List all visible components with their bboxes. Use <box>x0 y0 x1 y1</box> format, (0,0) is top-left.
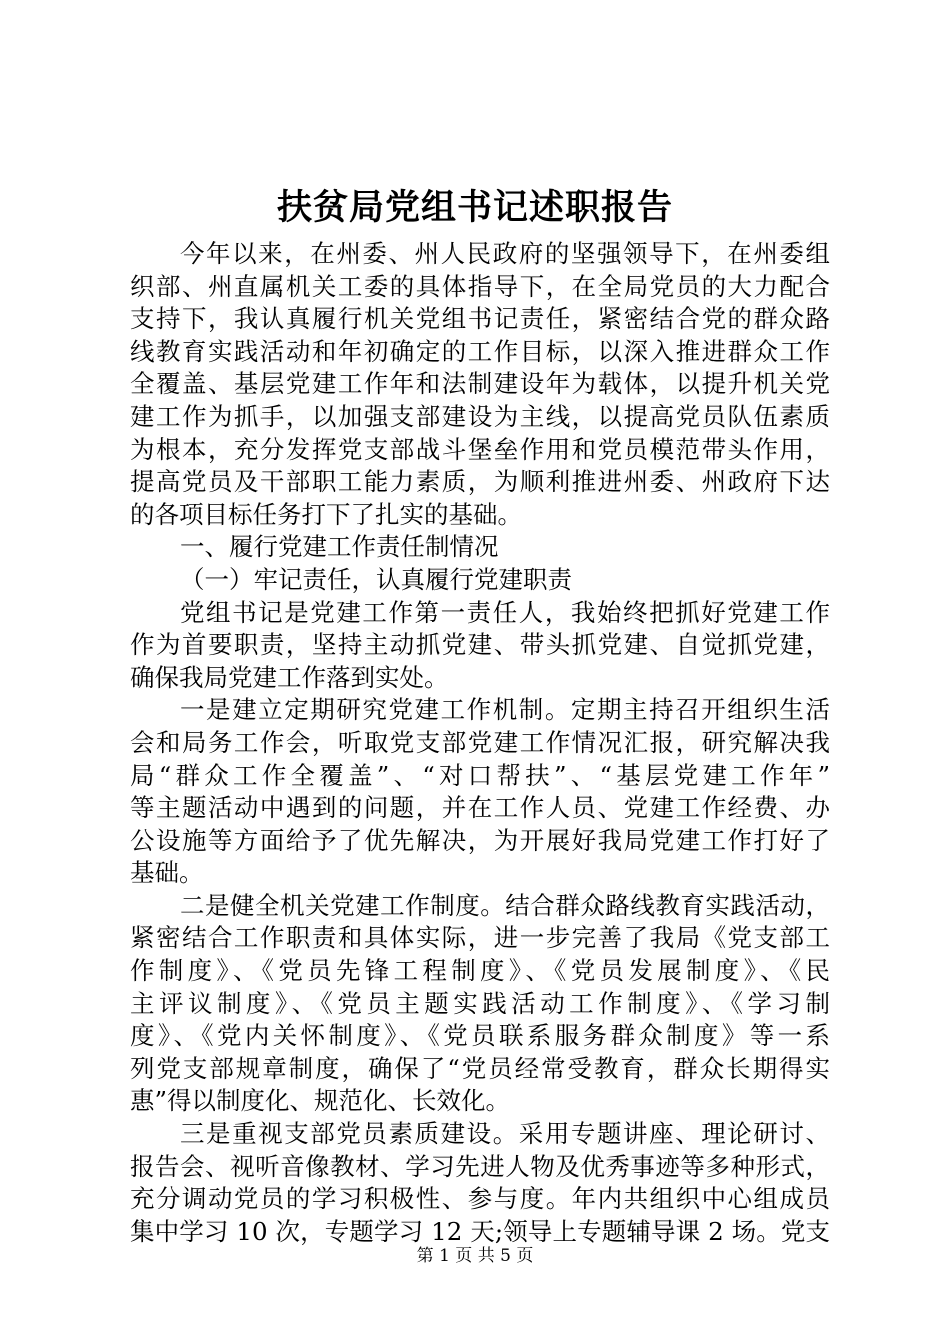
body-line: 局“群众工作全覆盖”、“对口帮扶”、“基层党建工作年” <box>130 760 830 790</box>
document-body <box>130 238 830 1248</box>
body-line: 今年以来，在州委、州人民政府的坚强领导下，在州委组 <box>180 239 830 268</box>
document-title: 扶贫局党组书记述职报告 <box>276 187 673 228</box>
body-line: 作制度》、《党员先锋工程制度》、《党员发展制度》、《民 <box>130 956 830 986</box>
body-line: 全覆盖、基层党建工作年和法制建设年为载体，以提升机关党 <box>130 369 830 399</box>
body-line: 二是健全机关党建工作制度。结合群众路线教育实践活动， <box>180 890 830 920</box>
body-line: （一）牢记责任，认真履行党建职责 <box>180 564 572 594</box>
body-line: 一是建立定期研究党建工作机制。定期主持召开组织生活 <box>180 695 830 725</box>
body-line: 惠”得以制度化、规范化、长效化。 <box>130 1086 511 1116</box>
body-line: 为根本，充分发挥党支部战斗堡垒作用和党员模范带头作用， <box>130 434 830 464</box>
body-line: 会和局务工作会，听取党支部党建工作情况汇报，研究解决我 <box>130 727 830 757</box>
body-line: 充分调动党员的学习积极性、参与度。年内共组织中心组成员 <box>130 1184 830 1214</box>
body-line: 集中学习 10 次，专题学习 12 天;领导上专题辅导课 2 场。党支 <box>130 1216 830 1246</box>
body-line: 线教育实践活动和年初确定的工作目标，以深入推进群众工作 <box>130 336 830 366</box>
body-line: 织部、州直属机关工委的具体指导下，在全局党员的大力配合 <box>130 271 830 301</box>
body-line: 报告会、视听音像教材、学习先进人物及优秀事迹等多种形式， <box>130 1151 830 1181</box>
body-line: 确保我局党建工作落到实处。 <box>130 662 449 692</box>
body-line: 建工作为抓手，以加强支部建设为主线，以提高党员队伍素质 <box>130 401 830 431</box>
body-line: 等主题活动中遇到的问题，并在工作人员、党建工作经费、办 <box>130 793 830 823</box>
body-line: 度》、《党内关怀制度》、《党员联系服务群众制度》等一系 <box>130 1021 830 1051</box>
body-line: 一、履行党建工作责任制情况 <box>180 532 499 562</box>
body-line: 支持下，我认真履行机关党组书记责任，紧密结合党的群众路 <box>130 304 830 334</box>
body-line: 党组书记是党建工作第一责任人，我始终把抓好党建工作 <box>180 597 830 627</box>
page-footer: 第 1 页 共 5 页 <box>416 1246 534 1266</box>
body-line: 的各项目标任务打下了扎实的基础。 <box>130 499 522 529</box>
body-line: 列党支部规章制度，确保了“党员经常受教育，群众长期得实 <box>130 1053 830 1083</box>
body-line: 主评议制度》、《党员主题实践活动工作制度》、《学习制 <box>130 988 830 1018</box>
body-line: 紧密结合工作职责和具体实际，进一步完善了我局《党支部工 <box>130 923 830 953</box>
body-line: 基础。 <box>130 858 204 888</box>
body-line: 三是重视支部党员素质建设。采用专题讲座、理论研讨、 <box>180 1119 830 1149</box>
body-line: 作为首要职责，坚持主动抓党建、带头抓党建、自觉抓党建， <box>130 630 830 660</box>
body-line: 公设施等方面给予了优先解决，为开展好我局党建工作打好了 <box>130 825 830 855</box>
body-line: 提高党员及干部职工能力素质，为顺利推进州委、州政府下达 <box>130 467 830 497</box>
